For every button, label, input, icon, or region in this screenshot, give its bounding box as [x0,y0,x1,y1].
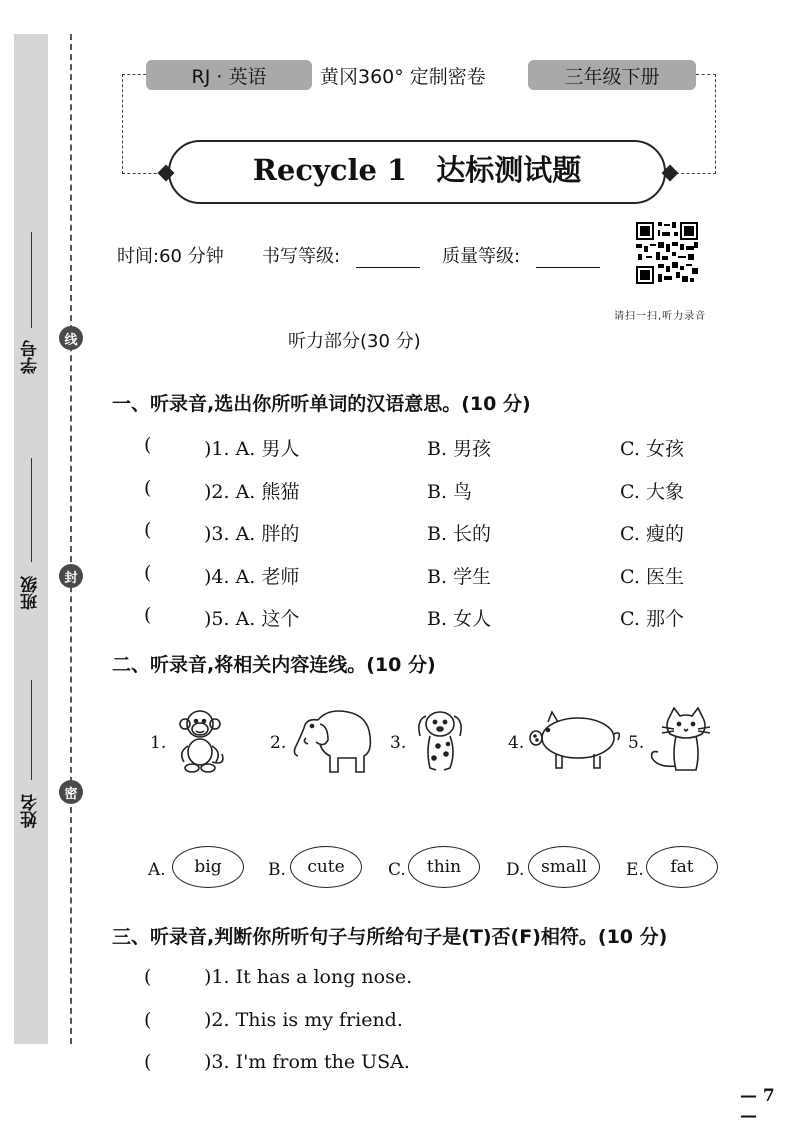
answer-paren-open[interactable]: ( [144,477,152,499]
class-line [31,458,32,562]
option-c: C. 瘦的 [620,523,684,545]
page-title: Recycle 1 达标测试题 [252,153,582,187]
answer-paren-open[interactable]: ( [144,434,152,456]
picture-number: 3. [390,733,407,753]
answer-paren-open[interactable]: ( [144,519,152,541]
option-b: B. 男孩 [427,438,492,460]
name-line [31,680,32,780]
picture-number: 1. [150,733,167,753]
option-word: small [541,857,587,877]
option-c: C. 医生 [620,566,684,588]
qr-caption: 请扫一扫,听力录音 [614,311,707,322]
option-oval[interactable] [172,846,244,888]
option-letter: B. [268,860,286,880]
frame-dash [122,74,123,174]
option-letter: D. [506,860,525,880]
seal-seal: 封 [59,564,83,588]
frame-dash [676,173,716,174]
option-letter: E. [626,860,644,880]
picture-number: 5. [628,733,645,753]
statement: )3. I'm from the USA. [204,1051,410,1073]
name-label: 姓名 [21,794,41,828]
cut-line [70,34,72,1044]
seal-secret: 密 [59,780,83,804]
seal-line: 线 [59,326,83,350]
frame-dash [696,74,716,75]
option-oval[interactable] [408,846,480,888]
option-a: )1. A. 男人 [204,438,300,460]
option-c: C. 那个 [620,608,684,630]
picture-number: 4. [508,733,525,753]
elephant-icon [288,706,374,776]
answer-paren-open[interactable]: ( [144,562,152,584]
statement: )1. It has a long nose. [204,966,413,988]
section1-heading: 一、听录音,选出你所听单词的汉语意思。(10 分) [112,393,531,415]
option-b: B. 长的 [427,523,492,545]
class-label: 班级 [21,576,41,610]
option-oval[interactable] [290,846,362,888]
series-title: 黄冈360° 定制密卷 [320,65,486,88]
writing-grade-blank[interactable] [356,267,420,268]
subject-badge: RJ · 英语 [146,60,312,90]
quality-grade-label: 质量等级: [442,246,521,267]
section2-heading: 二、听录音,将相关内容连线。(10 分) [112,654,436,676]
pig-icon [526,706,622,772]
cat-icon [646,706,720,776]
frame-dash [715,74,716,174]
option-oval[interactable] [646,846,718,888]
option-c: C. 大象 [620,481,684,503]
option-a: )5. A. 这个 [204,608,300,630]
writing-grade-label: 书写等级: [262,246,341,267]
option-letter: A. [148,860,166,880]
option-b: B. 鸟 [427,481,473,503]
student-id-label: 学号 [21,340,41,374]
frame-dash [122,74,146,75]
exam-time: 时间:60 分钟 [117,246,224,267]
option-b: B. 学生 [427,566,492,588]
grade-badge: 三年级下册 [528,60,696,90]
dog-icon [410,706,472,776]
student-id-line [31,232,32,328]
answer-paren-open[interactable]: ( [144,1051,152,1073]
listening-title: 听力部分(30 分) [288,331,421,352]
answer-paren-open[interactable]: ( [144,604,152,626]
qr-code-icon[interactable] [636,222,698,284]
quality-grade-blank[interactable] [536,267,600,268]
section3-heading: 三、听录音,判断你所听句子与所给句子是(T)否(F)相符。(10 分) [112,926,668,948]
page-number: — 7 — [740,1086,775,1126]
option-word: thin [426,857,462,877]
option-a: )2. A. 熊猫 [204,481,300,503]
option-word: fat [670,857,694,877]
option-letter: C. [388,860,406,880]
monkey-icon [170,706,230,774]
option-c: C. 女孩 [620,438,684,460]
option-word: big [194,857,222,877]
answer-paren-open[interactable]: ( [144,966,152,988]
option-oval[interactable] [528,846,600,888]
statement: )2. This is my friend. [204,1009,403,1031]
option-a: )3. A. 胖的 [204,523,300,545]
option-b: B. 女人 [427,608,492,630]
frame-dash [122,173,162,174]
picture-number: 2. [270,733,287,753]
option-word: cute [307,857,345,877]
option-a: )4. A. 老师 [204,566,300,588]
answer-paren-open[interactable]: ( [144,1009,152,1031]
